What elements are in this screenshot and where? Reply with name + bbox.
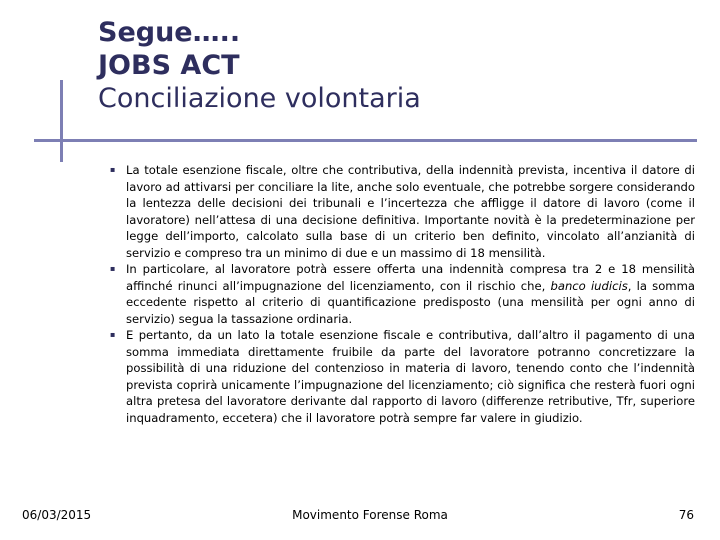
footer-page-number: 76 bbox=[678, 508, 694, 522]
bullet-text-2a: In particolare, al lavoratore potrà essere offerta una indennità compresa tra 2 e 18 mensilità affinché rinunci all’impugnazione del licenziamento, con il rischio che, bbox=[126, 262, 695, 293]
bullet-marker: ▪ bbox=[110, 264, 116, 273]
title-line-3: Conciliazione volontaria bbox=[98, 83, 421, 114]
title-line-1: Segue….. bbox=[98, 17, 241, 48]
bullet-text-1: La totale esenzione fiscale, oltre che contributiva, della indennità prevista, incentiva il datore di lavoro ad attivarsi per conciliare la lite, anche solo eventuale, che potrebbe sorgere considerando la lentezza delle decisioni dei tribunali e l’incertezza che affligge il datore di lavoro (come il lavoratore) nell’attesa di una decisione definitiva. Importante novità è la predeterminazione per legge dell’importo, calcolato sulla base di un criterio ben definito, vincolato all’anzianità di servizio e compreso tra un minimo di due e un massimo di 18 mensilità. bbox=[126, 163, 695, 260]
title-horizontal-rule bbox=[34, 139, 697, 142]
footer-date: 06/03/2015 bbox=[22, 508, 92, 522]
title-line-2: JOBS ACT bbox=[98, 50, 240, 81]
bullet-item-2 bbox=[110, 261, 695, 327]
bullet-marker: ▪ bbox=[110, 330, 116, 339]
bullet-list bbox=[110, 162, 695, 426]
bullet-marker: ▪ bbox=[110, 165, 116, 174]
bullet-text-2-italic: banco iudicis bbox=[550, 278, 628, 293]
slide-title bbox=[98, 16, 421, 115]
bullet-item-1 bbox=[110, 162, 695, 261]
footer-organization: Movimento Forense Roma bbox=[292, 508, 448, 522]
bullet-text-3: E pertanto, da un lato la totale esenzione fiscale e contributiva, dall’altro il pagamento di una somma immediata direttamente fruibile da parte del lavoratore potranno concretizzare la possibilità di una riduzione del contenzioso in materia di lavoro, tenendo conto che l’indennità prevista coprirà unicamente l’impugnazione del licenziamento; ciò significa che resterà fuori ogni altra pretesa del lavoratore derivante dal rapporto di lavoro (differenze retributive, Tfr, superiore inquadramento, eccetera) che il lavoratore potrà sempre far valere in giudizio. bbox=[126, 328, 695, 425]
bullet-text-2b: , la somma eccedente rispetto al criterio di quantificazione predisposto (una mensilità per ogni anno di servizio) segua la tassazione ordinaria. bbox=[126, 278, 695, 326]
title-vertical-rule bbox=[60, 80, 63, 162]
bullet-item-3 bbox=[110, 327, 695, 426]
